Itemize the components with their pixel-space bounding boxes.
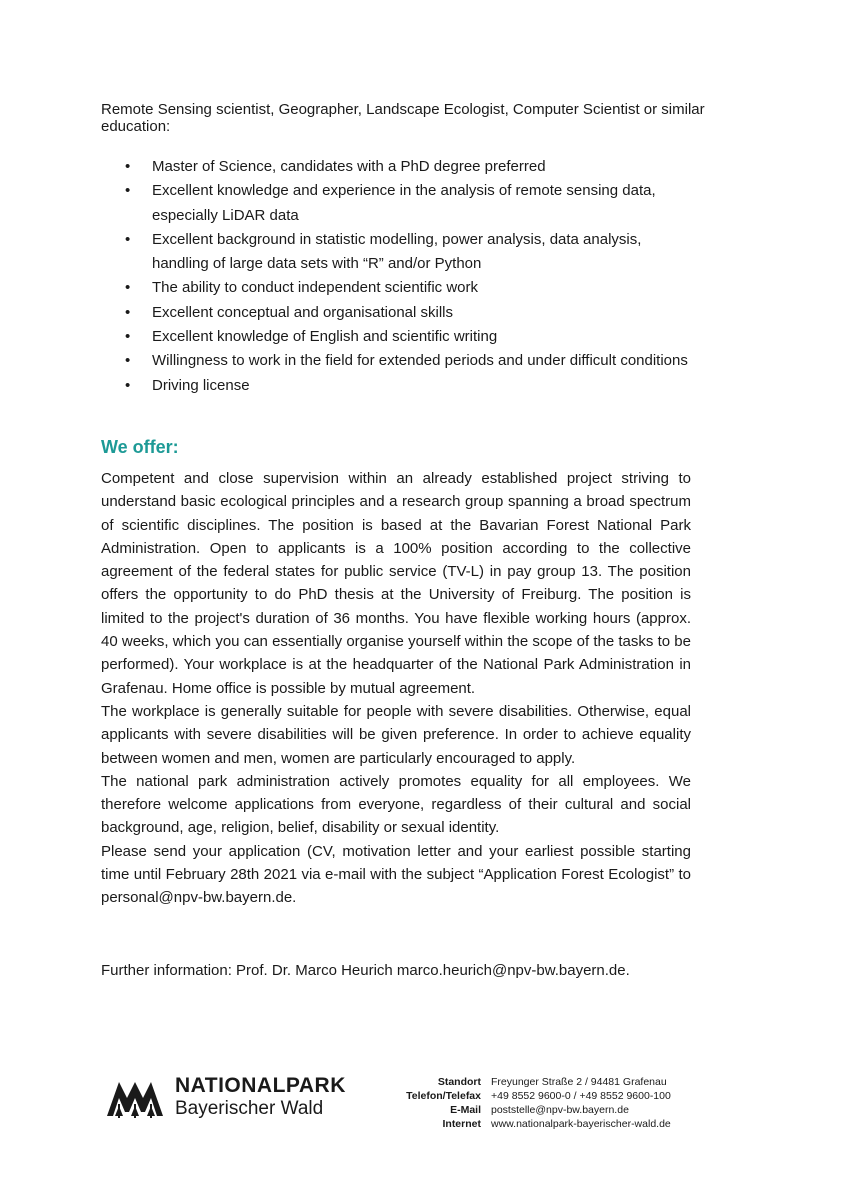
- offer-paragraph: The workplace is generally suitable for people with severe disabilities. Otherwise, equal applicants with severe disabilities will be given preference. In order to achieve equality between women and men, women are particularly encouraged to apply.: [101, 702, 691, 767]
- bullet-icon: •: [125, 303, 131, 321]
- list-item: • The ability to conduct independent scientific work: [101, 276, 701, 300]
- offer-paragraph: Please send your application (CV, motivation letter and your earliest possible starting time until February 28th 2021 via e-mail with the subject “Application Forest Ecologist” to personal@npv-bw.bayern.de.: [101, 842, 691, 907]
- bullet-icon: •: [125, 328, 131, 346]
- contact-label: E-Mail: [450, 1104, 481, 1116]
- nationalpark-logo: [105, 1072, 365, 1128]
- bullet-icon: •: [125, 279, 131, 297]
- contact-row: [395, 1075, 725, 1089]
- bullet-icon: •: [125, 230, 131, 248]
- bullet-icon: •: [125, 182, 131, 200]
- intro-text: Remote Sensing scientist, Geographer, Landscape Ecologist, Computer Scientist or similar education:: [101, 101, 705, 135]
- contact-value: +49 8552 9600-0 / +49 8552 9600-100: [491, 1090, 671, 1102]
- offer-heading: We offer:: [101, 437, 179, 457]
- offer-body: [101, 467, 691, 910]
- bullet-icon: •: [125, 376, 131, 394]
- contact-label: Standort: [437, 1076, 481, 1088]
- logo-title: NATIONALPARK: [175, 1074, 346, 1097]
- list-item: • Excellent background in statistic modelling, power analysis, data analysis, handling of large data sets with “R” and/or Python: [101, 228, 701, 277]
- requirements-list: [101, 155, 701, 398]
- list-item: • Excellent knowledge of English and scientific writing: [101, 325, 701, 349]
- list-item: • Driving license: [101, 374, 701, 398]
- contact-row: [395, 1089, 725, 1103]
- list-item: • Willingness to work in the field for extended periods and under difficult conditions: [101, 349, 701, 373]
- bullet-icon: •: [125, 352, 131, 370]
- contact-label: Telefon/Telefax: [406, 1090, 481, 1102]
- list-item: • Excellent conceptual and organisational skills: [101, 301, 701, 325]
- offer-paragraph: The national park administration actively promotes equality for all employees. We therefore welcome applications from everyone, regardless of their cultural and social background, age, religion, belief, disability or sexual identity.: [101, 772, 691, 837]
- contact-label: Internet: [442, 1118, 481, 1130]
- further-information: Further information: Prof. Dr. Marco Heurich marco.heurich@npv-bw.bayern.de.: [101, 962, 630, 979]
- list-item: • Master of Science, candidates with a PhD degree preferred: [101, 155, 701, 179]
- list-item: • Excellent knowledge and experience in the analysis of remote sensing data, especially LiDAR data: [101, 179, 701, 228]
- contact-value: www.nationalpark-bayerischer-wald.de: [491, 1118, 671, 1130]
- offer-paragraph: Competent and close supervision within an already established project striving to understand basic ecological principles and a research group spanning a broad spectrum of scientific disciplines. The position is based at the Bavarian Forest National Park Administration. Open to applicants is a 100% position according to the collective agreement of the federal states for public service (TV-L) in pay group 13. The position offers the opportunity to do PhD thesis at the University of Freiburg. The position is limited to the project's duration of 36 months. You have flexible working hours (approx. 40 weeks, which you can essentially organise yourself within the scope of the tasks to be performed). Your workplace is at the headquarter of the National Park Administration in Grafenau. Home office is possible by mutual agreement.: [101, 470, 691, 697]
- bullet-icon: •: [125, 158, 131, 175]
- tree-logo-icon: [105, 1076, 165, 1120]
- contact-row: [395, 1103, 725, 1117]
- logo-subtitle: Bayerischer Wald: [175, 1098, 324, 1119]
- contact-value: Freyunger Straße 2 / 94481 Grafenau: [491, 1076, 667, 1088]
- contact-block: [395, 1075, 725, 1131]
- contact-value: poststelle@npv-bw.bayern.de: [491, 1104, 629, 1116]
- contact-row: [395, 1117, 725, 1131]
